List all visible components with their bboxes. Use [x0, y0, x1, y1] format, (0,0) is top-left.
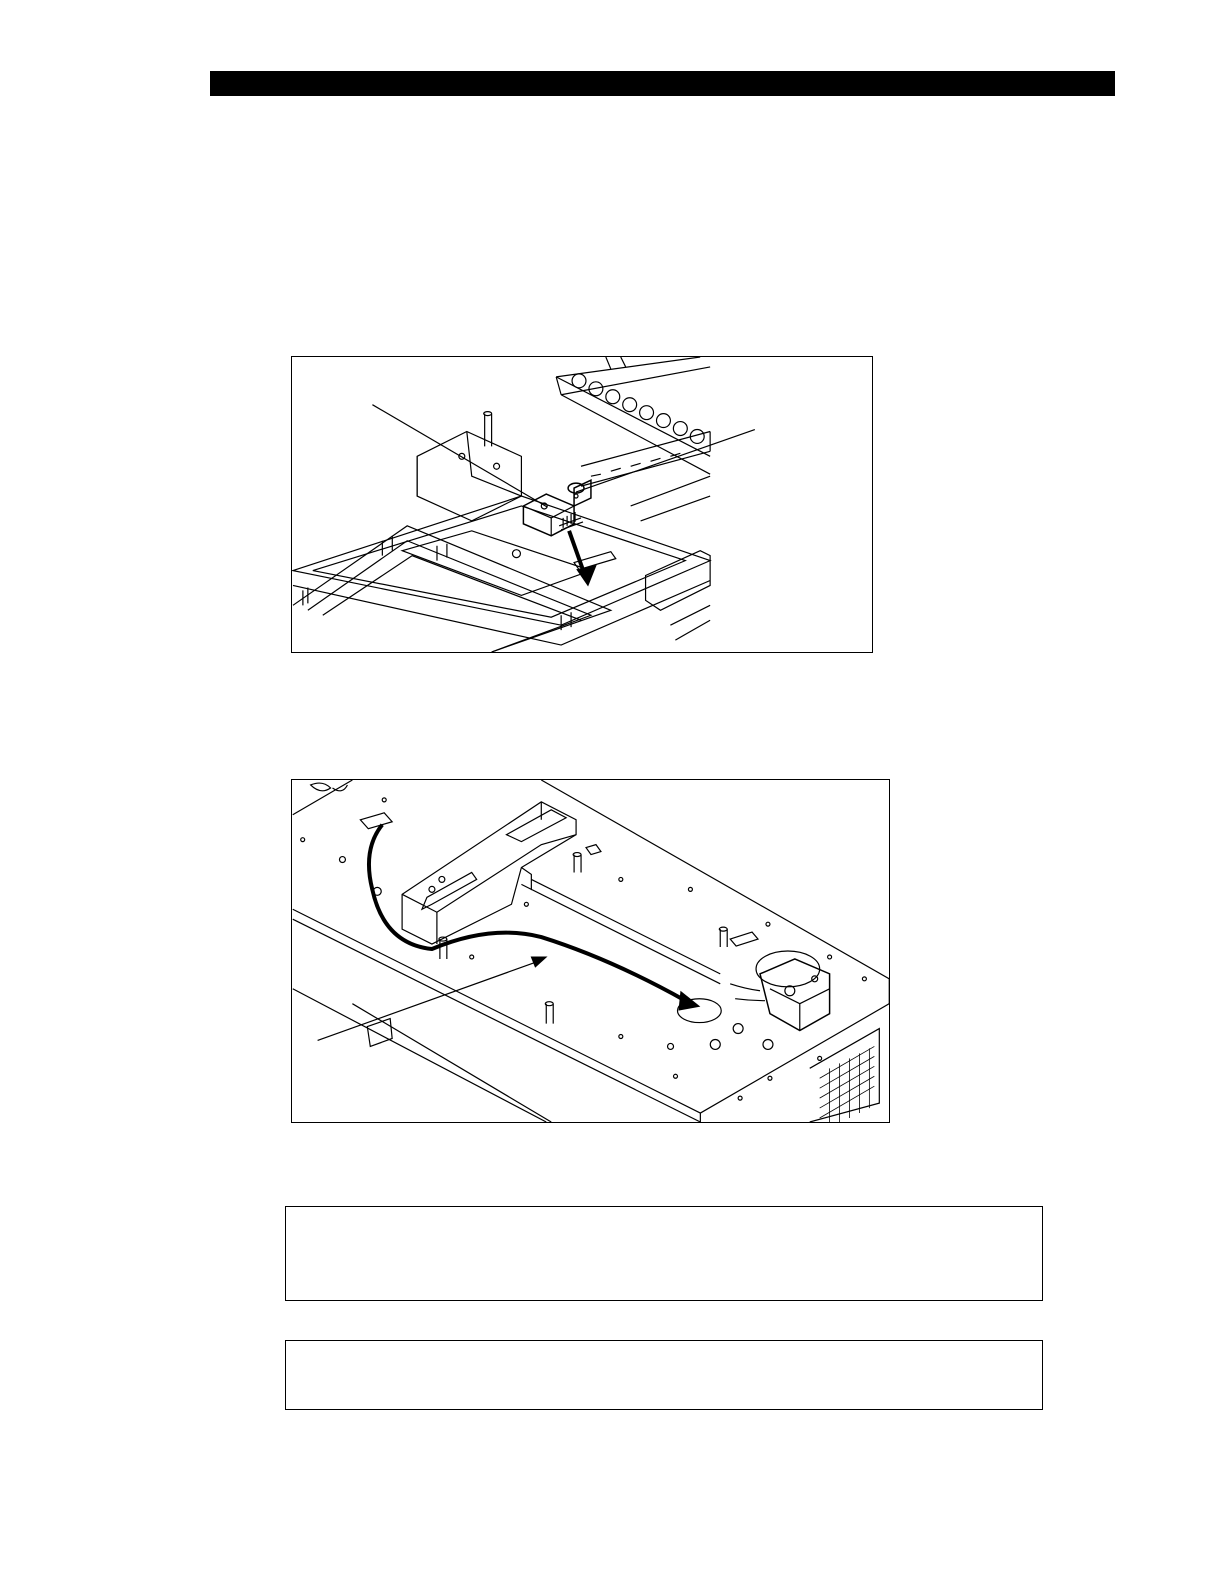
note-box	[285, 1340, 1043, 1410]
cable-route	[369, 825, 685, 1001]
line-drawing-chassis	[292, 357, 872, 652]
hole-row	[572, 374, 704, 444]
cable-arrowhead	[678, 991, 700, 1011]
line-drawing-chassis-top	[292, 780, 889, 1122]
figure-connector-removal	[291, 356, 873, 653]
figure-cable-routing	[291, 779, 890, 1123]
header-bar	[210, 71, 1115, 96]
note-box	[285, 1206, 1043, 1301]
